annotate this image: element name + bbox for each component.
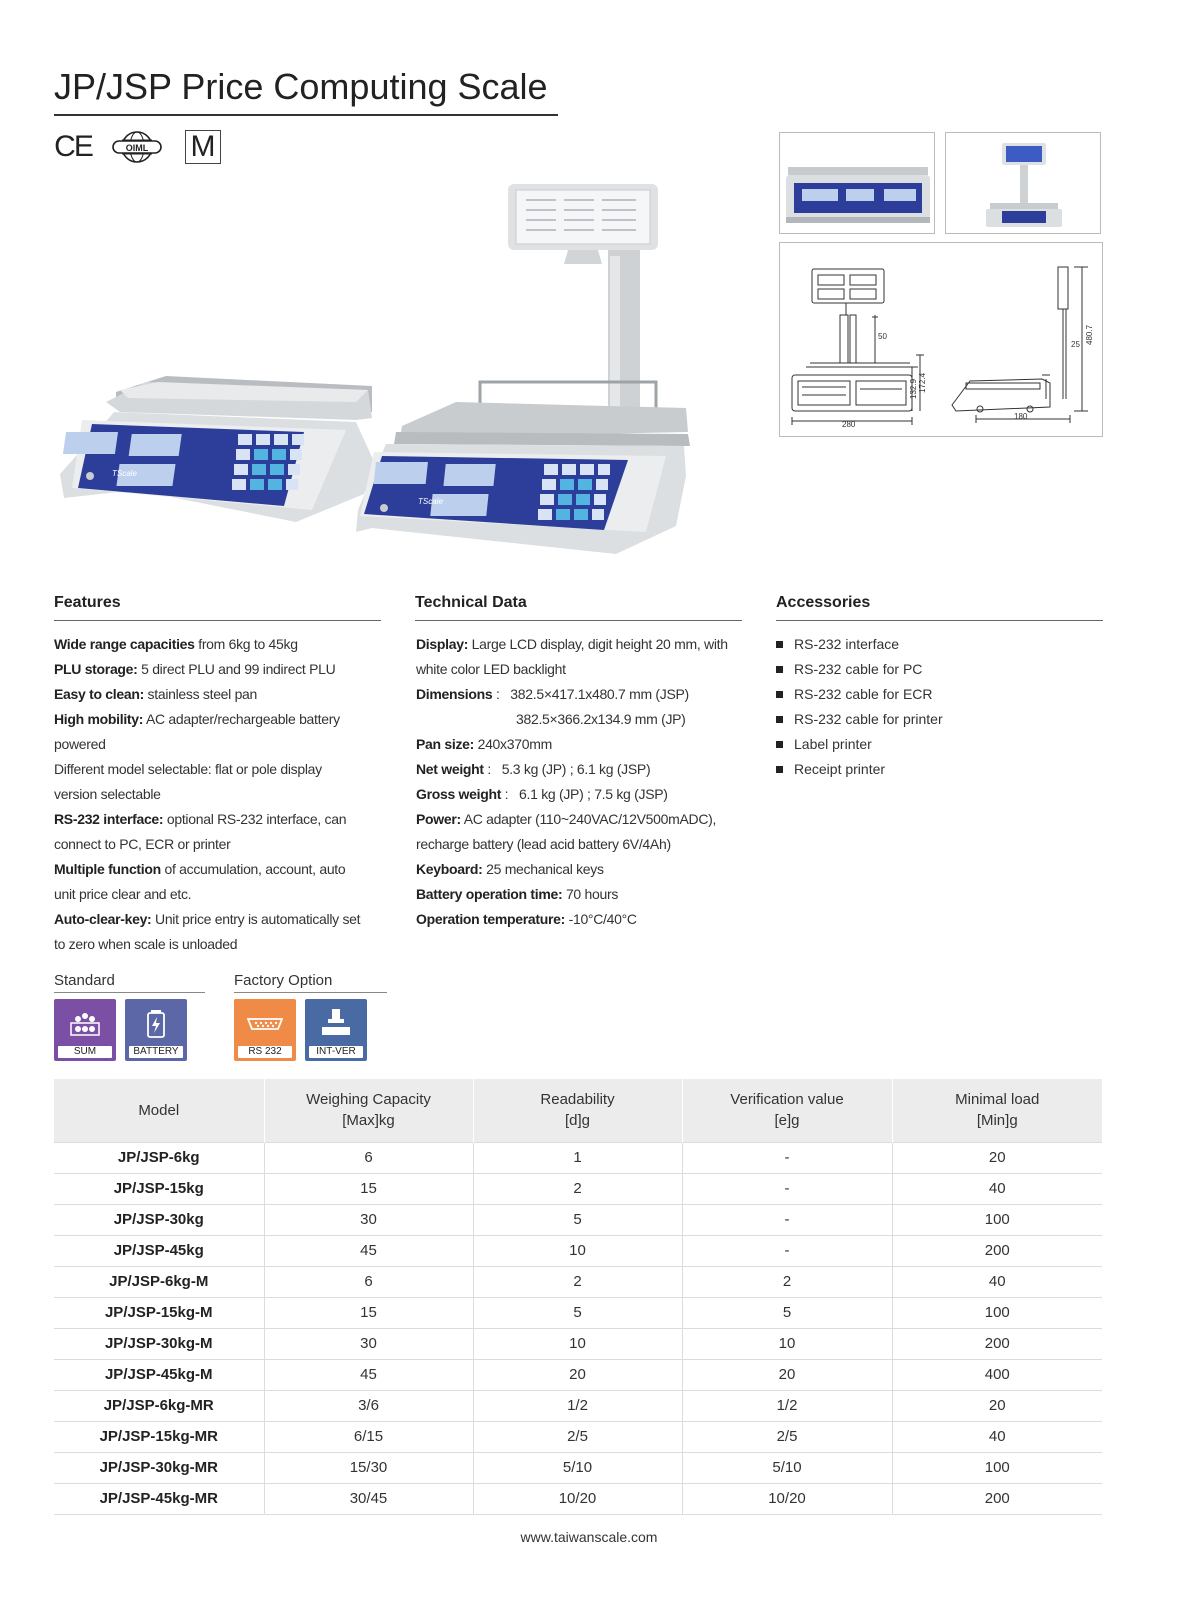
footer-url[interactable]: www.taiwanscale.com	[520, 1529, 658, 1545]
feature-line: PLU storage: 5 direct PLU and 99 indirect PLU	[54, 661, 336, 677]
features-list	[54, 632, 389, 957]
value-cell: 2	[473, 1266, 682, 1297]
model-cell: JP/JSP-6kg-M	[54, 1266, 264, 1297]
value-cell: -	[682, 1173, 892, 1204]
tech-line: Dimensions : 382.5×417.1x480.7 mm (JSP)	[416, 686, 689, 702]
dim-base-height: 132.9	[909, 378, 918, 399]
value-cell: 6	[264, 1142, 473, 1173]
header-capacity: Weighing Capacity [Max]kg	[264, 1079, 473, 1142]
feature-line: to zero when scale is unloaded	[54, 936, 238, 952]
accessory-item: Receipt printer	[776, 757, 943, 782]
value-cell: 200	[892, 1328, 1102, 1359]
value-cell: 10	[473, 1328, 682, 1359]
model-cell: JP/JSP-15kg-M	[54, 1297, 264, 1328]
table-row	[54, 1297, 1102, 1328]
value-cell: 6	[264, 1266, 473, 1297]
tech-line: Pan size: 240x370mm	[416, 736, 552, 752]
model-cell: JP/JSP-30kg-M	[54, 1328, 264, 1359]
table-row	[54, 1452, 1102, 1483]
accessory-item: RS-232 cable for ECR	[776, 682, 943, 707]
value-cell: 30	[264, 1204, 473, 1235]
value-cell: 2	[473, 1173, 682, 1204]
jsp-scale-illustration	[356, 184, 690, 554]
rs232-badge	[234, 999, 296, 1061]
table-row	[54, 1266, 1102, 1297]
table-row	[54, 1421, 1102, 1452]
value-cell: 6/15	[264, 1421, 473, 1452]
table-row	[54, 1359, 1102, 1390]
value-cell: 5	[473, 1297, 682, 1328]
bullet-icon	[776, 691, 783, 698]
jp-scale-illustration	[60, 376, 376, 522]
value-cell: 2	[682, 1266, 892, 1297]
value-cell: 45	[264, 1235, 473, 1266]
value-cell: 100	[892, 1452, 1102, 1483]
value-cell: 3/6	[264, 1390, 473, 1421]
rs232-icon	[247, 1005, 283, 1041]
header-verification: Verification value [e]g	[682, 1079, 892, 1142]
value-cell: 1	[473, 1142, 682, 1173]
table-row	[54, 1142, 1102, 1173]
feature-line: Easy to clean: stainless steel pan	[54, 686, 258, 702]
value-cell: 10/20	[473, 1483, 682, 1514]
jp-brand-text: TScale	[112, 469, 137, 478]
sum-icon	[67, 1005, 103, 1041]
technical-heading: Technical Data	[415, 594, 527, 611]
bullet-icon	[776, 666, 783, 673]
battery-badge	[125, 999, 187, 1061]
tech-line: Power: AC adapter (110~240VAC/12V500mADC),	[416, 811, 717, 827]
features-heading: Features	[54, 594, 121, 611]
value-cell: 20	[473, 1359, 682, 1390]
value-cell: 40	[892, 1266, 1102, 1297]
model-cell: JP/JSP-6kg	[54, 1142, 264, 1173]
tech-line: Keyboard: 25 mechanical keys	[416, 861, 604, 877]
value-cell: 1/2	[682, 1390, 892, 1421]
accessories-rule	[776, 620, 1103, 621]
bullet-icon	[776, 716, 783, 723]
oiml-icon	[110, 130, 164, 164]
value-cell: 100	[892, 1204, 1102, 1235]
tech-line: 382.5×366.2x134.9 mm (JP)	[516, 711, 686, 727]
value-cell: 5/10	[473, 1452, 682, 1483]
standard-heading: Standard	[54, 972, 115, 989]
pole-view-image	[946, 133, 1102, 235]
factory-option-rule	[234, 992, 387, 993]
feature-line: version selectable	[54, 786, 161, 802]
page-title: JP/JSP Price Computing Scale	[54, 66, 548, 107]
battery-badge-label: BATTERY	[129, 1046, 183, 1058]
model-cell: JP/JSP-45kg	[54, 1235, 264, 1266]
accessories-list	[776, 632, 943, 782]
value-cell: 10	[473, 1235, 682, 1266]
value-cell: 200	[892, 1235, 1102, 1266]
value-cell: 20	[892, 1390, 1102, 1421]
model-cell: JP/JSP-45kg-MR	[54, 1483, 264, 1514]
tech-line: Operation temperature: -10°C/40°C	[416, 911, 637, 927]
features-rule	[54, 620, 381, 621]
tech-line: Net weight : 5.3 kg (JP) ; 6.1 kg (JSP)	[416, 761, 651, 777]
metrology-m-mark: M	[185, 130, 221, 164]
value-cell: 1/2	[473, 1390, 682, 1421]
spec-table	[54, 1079, 1102, 1515]
title-underline	[54, 114, 558, 116]
value-cell: 45	[264, 1359, 473, 1390]
feature-line: powered	[54, 736, 106, 752]
value-cell: 15/30	[264, 1452, 473, 1483]
feature-line: Multiple function of accumulation, account, auto	[54, 861, 346, 877]
bullet-icon	[776, 766, 783, 773]
value-cell: 30	[264, 1328, 473, 1359]
value-cell: 5	[473, 1204, 682, 1235]
dim-pole-offset: 25	[1071, 340, 1080, 349]
table-row	[54, 1483, 1102, 1514]
model-cell: JP/JSP-15kg	[54, 1173, 264, 1204]
table-row	[54, 1328, 1102, 1359]
dim-pole-gap: 50	[878, 332, 887, 341]
header-minimal-load: Minimal load [Min]g	[892, 1079, 1102, 1142]
value-cell: 40	[892, 1173, 1102, 1204]
thumbnail-front-view[interactable]	[779, 132, 935, 234]
value-cell: 15	[264, 1297, 473, 1328]
int-ver-icon	[318, 1005, 354, 1041]
product-photo	[56, 176, 706, 568]
table-row	[54, 1204, 1102, 1235]
value-cell: -	[682, 1204, 892, 1235]
int-ver-badge	[305, 999, 367, 1061]
feature-line: unit price clear and etc.	[54, 886, 192, 902]
dimension-drawing[interactable]	[779, 242, 1103, 437]
table-row	[54, 1235, 1102, 1266]
accessory-item: Label printer	[776, 732, 943, 757]
technical-list	[416, 632, 761, 932]
feature-line: Different model selectable: flat or pole display	[54, 761, 322, 777]
accessory-item: RS-232 cable for PC	[776, 657, 943, 682]
value-cell: 400	[892, 1359, 1102, 1390]
table-row	[54, 1390, 1102, 1421]
tech-line: recharge battery (lead acid battery 6V/4Ah)	[416, 836, 671, 852]
feature-line: RS-232 interface: optional RS-232 interface, can	[54, 811, 347, 827]
value-cell: 10	[682, 1328, 892, 1359]
feature-line: Auto-clear-key: Unit price entry is automatically set	[54, 911, 361, 927]
value-cell: 20	[892, 1142, 1102, 1173]
value-cell: 2/5	[682, 1421, 892, 1452]
value-cell: 5	[682, 1297, 892, 1328]
sum-badge	[54, 999, 116, 1061]
rs232-badge-label: RS 232	[238, 1046, 292, 1058]
accessories-heading: Accessories	[776, 594, 871, 611]
sum-badge-label: SUM	[58, 1046, 112, 1058]
table-header-row	[54, 1079, 1102, 1142]
factory-option-heading: Factory Option	[234, 972, 333, 989]
value-cell: 100	[892, 1297, 1102, 1328]
value-cell: 2/5	[473, 1421, 682, 1452]
standard-rule	[54, 992, 205, 993]
accessory-item: RS-232 interface	[776, 632, 943, 657]
dim-total-height: 480.7	[1085, 324, 1094, 345]
tech-line: Gross weight : 6.1 kg (JP) ; 7.5 kg (JSP)	[416, 786, 668, 802]
thumbnail-pole-view[interactable]	[945, 132, 1101, 234]
bullet-icon	[776, 741, 783, 748]
value-cell: 30/45	[264, 1483, 473, 1514]
tech-line: white color LED backlight	[416, 661, 566, 677]
bullet-icon	[776, 641, 783, 648]
feature-line: Wide range capacities from 6kg to 45kg	[54, 636, 298, 652]
header-readability: Readability [d]g	[473, 1079, 682, 1142]
value-cell: 5/10	[682, 1452, 892, 1483]
dimension-drawing-image	[780, 243, 1104, 438]
model-cell: JP/JSP-6kg-MR	[54, 1390, 264, 1421]
oiml-text: OIML	[125, 143, 149, 153]
value-cell: -	[682, 1235, 892, 1266]
value-cell: 200	[892, 1483, 1102, 1514]
dim-width: 280	[842, 420, 856, 429]
model-cell: JP/JSP-15kg-MR	[54, 1421, 264, 1452]
value-cell: 10/20	[682, 1483, 892, 1514]
int-ver-badge-label: INT-VER	[309, 1046, 363, 1058]
header-model: Model	[54, 1079, 264, 1142]
technical-rule	[415, 620, 742, 621]
model-cell: JP/JSP-30kg	[54, 1204, 264, 1235]
feature-line: High mobility: AC adapter/rechargeable battery	[54, 711, 340, 727]
accessory-item: RS-232 cable for printer	[776, 707, 943, 732]
battery-icon	[138, 1005, 174, 1041]
tech-line: Display: Large LCD display, digit height 20 mm, with	[416, 636, 728, 652]
value-cell: -	[682, 1142, 892, 1173]
ce-mark: CE	[54, 130, 92, 163]
oiml-mark	[110, 130, 164, 164]
dim-rail-height: 172.4	[918, 372, 927, 393]
jsp-brand-text: TScale	[418, 497, 443, 506]
model-cell: JP/JSP-45kg-M	[54, 1359, 264, 1390]
front-view-image	[780, 133, 936, 235]
value-cell: 15	[264, 1173, 473, 1204]
feature-line: connect to PC, ECR or printer	[54, 836, 231, 852]
table-row	[54, 1173, 1102, 1204]
value-cell: 20	[682, 1359, 892, 1390]
model-cell: JP/JSP-30kg-MR	[54, 1452, 264, 1483]
tech-line: Battery operation time: 70 hours	[416, 886, 619, 902]
dim-depth: 180	[1014, 412, 1028, 421]
value-cell: 40	[892, 1421, 1102, 1452]
